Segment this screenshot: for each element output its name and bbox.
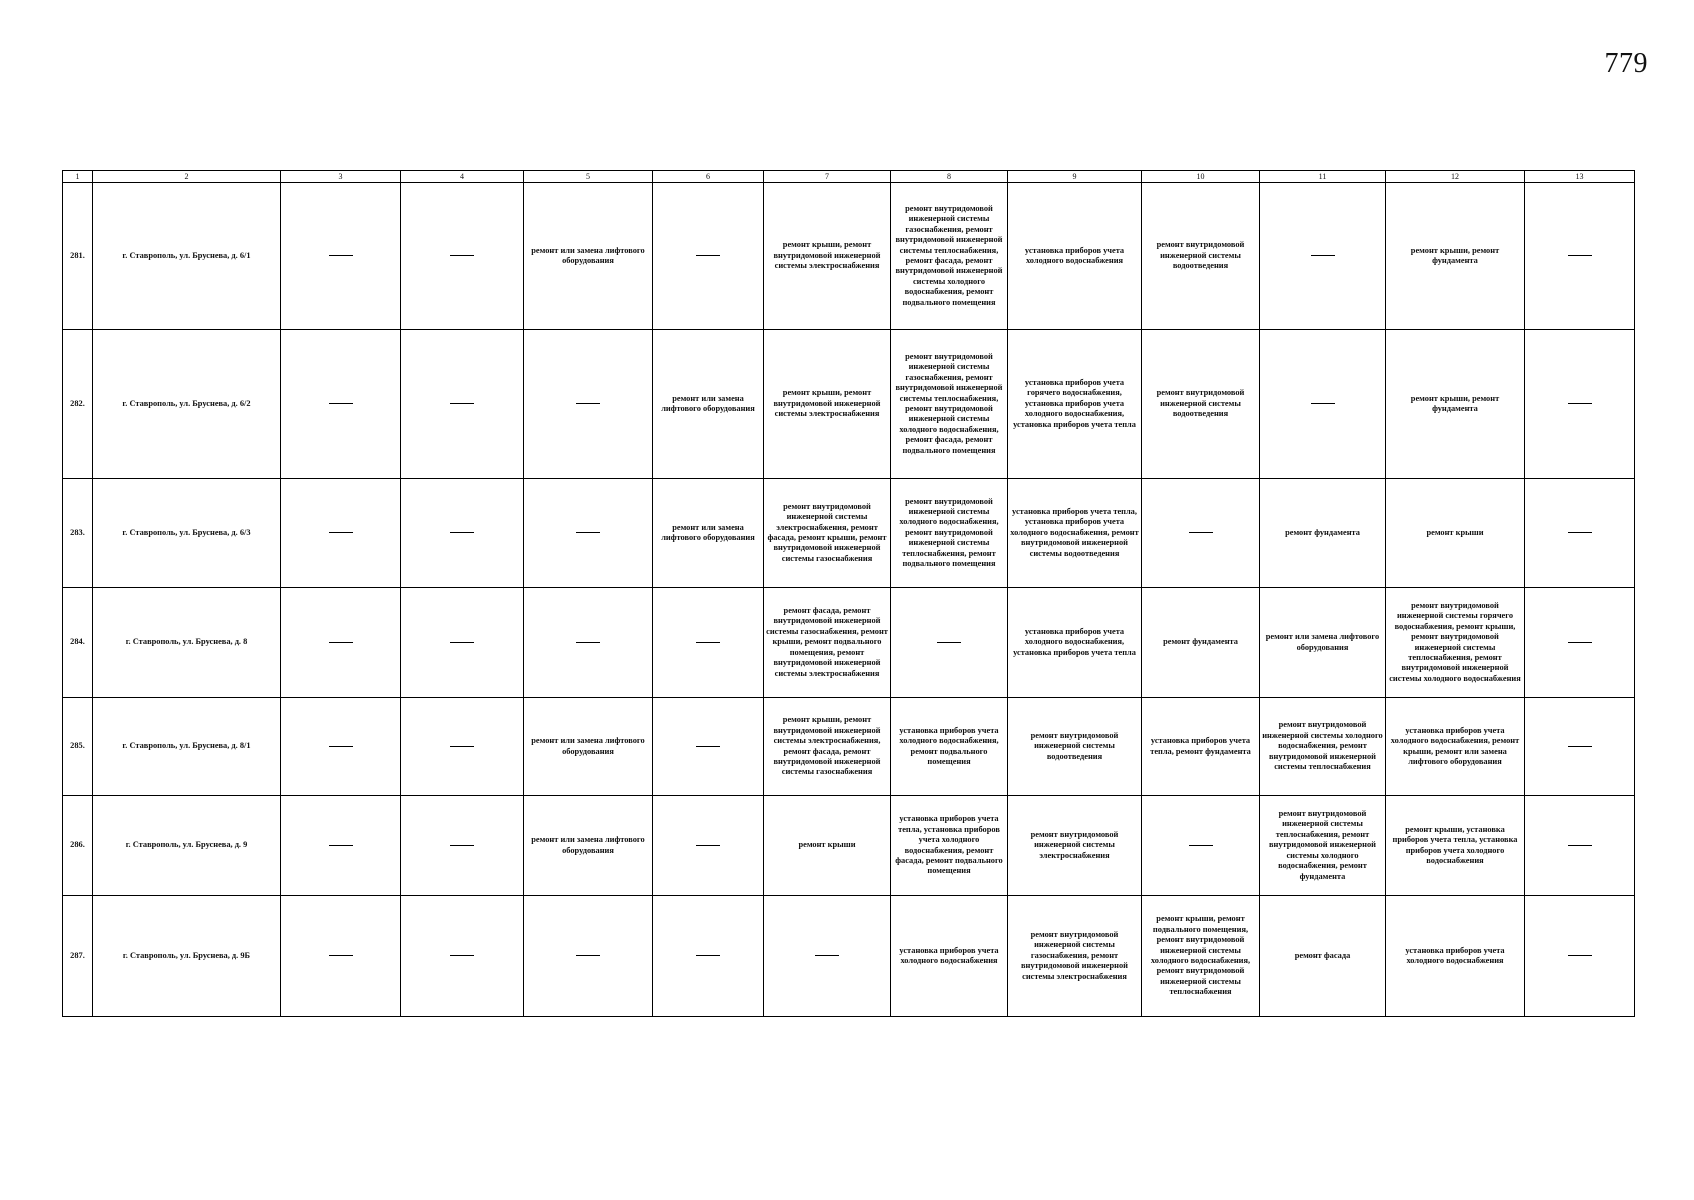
work-cell-col-10: ремонт внутридомовой инженерной системы водоотведения: [1142, 330, 1260, 479]
col-header-7: 7: [764, 171, 891, 183]
work-cell-col-6: [653, 796, 764, 896]
work-cell-col-4: [401, 796, 524, 896]
table-row: [63, 479, 1635, 588]
work-cell-col-3: [281, 330, 401, 479]
work-cell-col-11: [1260, 183, 1386, 330]
work-cell-col-8: установка приборов учета холодного водоснабжения: [891, 896, 1008, 1017]
work-cell-col-5: ремонт или замена лифтового оборудования: [524, 796, 653, 896]
empty-dash-mark: [1189, 532, 1213, 533]
col-header-9: 9: [1008, 171, 1142, 183]
col-header-10: 10: [1142, 171, 1260, 183]
empty-dash-mark: [329, 642, 353, 643]
empty-dash-mark: [1311, 255, 1335, 256]
empty-dash-mark: [450, 403, 474, 404]
empty-dash-mark: [576, 532, 600, 533]
work-cell-col-9: установка приборов учета тепла, установка приборов учета холодного водоснабжения, ремонт внутридомовой инженерной системы водоотведения: [1008, 479, 1142, 588]
work-cell-col-11: ремонт или замена лифтового оборудования: [1260, 588, 1386, 698]
empty-dash-mark: [696, 845, 720, 846]
empty-dash-mark: [576, 955, 600, 956]
work-cell-col-13: [1525, 796, 1635, 896]
work-cell-col-5: [524, 896, 653, 1017]
table-row: [63, 698, 1635, 796]
address-cell: г. Ставрополь, ул. Бруснева, д. 6/3: [93, 479, 281, 588]
work-cell-col-12: ремонт внутридомовой инженерной системы горячего водоснабжения, ремонт крыши, ремонт внутридомовой инженерной системы теплоснабжения, ремонт внутридомовой инженерной системы холодного водоснабжения: [1386, 588, 1525, 698]
col-header-13: 13: [1525, 171, 1635, 183]
empty-dash-mark: [1568, 642, 1592, 643]
work-cell-col-6: [653, 896, 764, 1017]
empty-dash-mark: [329, 532, 353, 533]
work-cell-col-12: ремонт крыши, ремонт фундамента: [1386, 183, 1525, 330]
work-cell-col-7: ремонт крыши: [764, 796, 891, 896]
empty-dash-mark: [329, 255, 353, 256]
work-cell-col-6: [653, 698, 764, 796]
work-cell-col-13: [1525, 588, 1635, 698]
empty-dash-mark: [450, 532, 474, 533]
work-cell-col-5: [524, 479, 653, 588]
col-header-11: 11: [1260, 171, 1386, 183]
empty-dash-mark: [576, 403, 600, 404]
work-cell-col-4: [401, 183, 524, 330]
empty-dash-mark: [1568, 955, 1592, 956]
address-cell: г. Ставрополь, ул. Бруснева, д. 9Б: [93, 896, 281, 1017]
work-cell-col-6: [653, 183, 764, 330]
col-header-6: 6: [653, 171, 764, 183]
work-cell-col-12: установка приборов учета холодного водоснабжения, ремонт крыши, ремонт или замена лифтового оборудования: [1386, 698, 1525, 796]
address-cell: г. Ставрополь, ул. Бруснева, д. 9: [93, 796, 281, 896]
work-cell-col-3: [281, 588, 401, 698]
work-cell-col-5: [524, 330, 653, 479]
work-cell-col-12: ремонт крыши: [1386, 479, 1525, 588]
empty-dash-mark: [329, 845, 353, 846]
work-cell-col-4: [401, 698, 524, 796]
capital-repair-schedule-table: [62, 170, 1635, 1017]
row-number-cell: 282.: [63, 330, 93, 479]
work-cell-col-3: [281, 698, 401, 796]
work-cell-col-4: [401, 896, 524, 1017]
work-cell-col-6: ремонт или замена лифтового оборудования: [653, 479, 764, 588]
address-cell: г. Ставрополь, ул. Бруснева, д. 6/1: [93, 183, 281, 330]
empty-dash-mark: [450, 955, 474, 956]
column-number-header-row: [63, 171, 1635, 183]
col-header-8: 8: [891, 171, 1008, 183]
empty-dash-mark: [576, 642, 600, 643]
row-number-cell: 287.: [63, 896, 93, 1017]
work-cell-col-6: [653, 588, 764, 698]
work-cell-col-3: [281, 796, 401, 896]
empty-dash-mark: [696, 642, 720, 643]
work-cell-col-8: установка приборов учета тепла, установка приборов учета холодного водоснабжения, ремонт фасада, ремонт подвального помещения: [891, 796, 1008, 896]
work-cell-col-4: [401, 588, 524, 698]
row-number-cell: 284.: [63, 588, 93, 698]
work-cell-col-4: [401, 479, 524, 588]
work-cell-col-3: [281, 183, 401, 330]
work-cell-col-7: ремонт фасада, ремонт внутридомовой инженерной системы газоснабжения, ремонт крыши, ремонт подвального помещения, ремонт внутридомовой инженерной системы электроснабжения: [764, 588, 891, 698]
work-cell-col-11: ремонт фундамента: [1260, 479, 1386, 588]
work-cell-col-6: ремонт или замена лифтового оборудования: [653, 330, 764, 479]
work-cell-col-9: ремонт внутридомовой инженерной системы водоотведения: [1008, 698, 1142, 796]
table-row: [63, 330, 1635, 479]
work-cell-col-11: ремонт внутридомовой инженерной системы теплоснабжения, ремонт внутридомовой инженерной системы холодного водоснабжения, ремонт фундамента: [1260, 796, 1386, 896]
work-cell-col-12: ремонт крыши, установка приборов учета тепла, установка приборов учета холодного водоснабжения: [1386, 796, 1525, 896]
empty-dash-mark: [696, 255, 720, 256]
work-cell-col-13: [1525, 479, 1635, 588]
work-cell-col-3: [281, 479, 401, 588]
work-cell-col-8: ремонт внутридомовой инженерной системы газоснабжения, ремонт внутридомовой инженерной системы теплоснабжения, ремонт фасада, ремонт внутридомовой инженерной системы холодного водоснабжения, ремонт подвального помещения: [891, 183, 1008, 330]
row-number-cell: 281.: [63, 183, 93, 330]
col-header-1: 1: [63, 171, 93, 183]
col-header-4: 4: [401, 171, 524, 183]
work-cell-col-11: ремонт внутридомовой инженерной системы холодного водоснабжения, ремонт внутридомовой инженерной системы теплоснабжения: [1260, 698, 1386, 796]
table-body: [63, 183, 1635, 1017]
empty-dash-mark: [1568, 532, 1592, 533]
work-cell-col-10: [1142, 796, 1260, 896]
empty-dash-mark: [329, 403, 353, 404]
work-cell-col-10: ремонт внутридомовой инженерной системы водоотведения: [1142, 183, 1260, 330]
empty-dash-mark: [329, 955, 353, 956]
work-cell-col-10: ремонт крыши, ремонт подвального помещения, ремонт внутридомовой инженерной системы холодного водоснабжения, ремонт внутридомовой инженерной системы теплоснабжения: [1142, 896, 1260, 1017]
col-header-2: 2: [93, 171, 281, 183]
work-cell-col-10: ремонт фундамента: [1142, 588, 1260, 698]
empty-dash-mark: [1568, 255, 1592, 256]
row-number-cell: 285.: [63, 698, 93, 796]
work-cell-col-5: ремонт или замена лифтового оборудования: [524, 698, 653, 796]
address-cell: г. Ставрополь, ул. Бруснева, д. 8/1: [93, 698, 281, 796]
work-cell-col-7: ремонт крыши, ремонт внутридомовой инженерной системы электроснабжения: [764, 330, 891, 479]
empty-dash-mark: [450, 746, 474, 747]
address-cell: г. Ставрополь, ул. Бруснева, д. 8: [93, 588, 281, 698]
work-cell-col-12: установка приборов учета холодного водоснабжения: [1386, 896, 1525, 1017]
col-header-5: 5: [524, 171, 653, 183]
work-cell-col-13: [1525, 330, 1635, 479]
work-cell-col-8: ремонт внутридомовой инженерной системы газоснабжения, ремонт внутридомовой инженерной системы теплоснабжения, ремонт внутридомовой инженерной системы холодного водоснабжения, ремонт фасада, ремонт подвального помещения: [891, 330, 1008, 479]
work-cell-col-10: установка приборов учета тепла, ремонт фундамента: [1142, 698, 1260, 796]
row-number-cell: 283.: [63, 479, 93, 588]
work-cell-col-10: [1142, 479, 1260, 588]
work-cell-col-12: ремонт крыши, ремонт фундамента: [1386, 330, 1525, 479]
empty-dash-mark: [1189, 845, 1213, 846]
row-number-cell: 286.: [63, 796, 93, 896]
empty-dash-mark: [1311, 403, 1335, 404]
empty-dash-mark: [696, 746, 720, 747]
work-cell-col-8: [891, 588, 1008, 698]
empty-dash-mark: [1568, 403, 1592, 404]
work-cell-col-8: ремонт внутридомовой инженерной системы холодного водоснабжения, ремонт внутридомовой инженерной системы теплоснабжения, ремонт подвального помещения: [891, 479, 1008, 588]
empty-dash-mark: [937, 642, 961, 643]
work-cell-col-9: установка приборов учета горячего водоснабжения, установка приборов учета холодного водоснабжения, установка приборов учета тепла: [1008, 330, 1142, 479]
col-header-3: 3: [281, 171, 401, 183]
work-cell-col-9: ремонт внутридомовой инженерной системы электроснабжения: [1008, 796, 1142, 896]
work-cell-col-11: ремонт фасада: [1260, 896, 1386, 1017]
work-cell-col-4: [401, 330, 524, 479]
empty-dash-mark: [450, 845, 474, 846]
empty-dash-mark: [815, 955, 839, 956]
work-cell-col-13: [1525, 183, 1635, 330]
empty-dash-mark: [1568, 845, 1592, 846]
work-cell-col-7: ремонт крыши, ремонт внутридомовой инженерной системы электроснабжения, ремонт фасада, ремонт внутридомовой инженерной системы газоснабжения: [764, 698, 891, 796]
work-cell-col-11: [1260, 330, 1386, 479]
work-cell-col-9: ремонт внутридомовой инженерной системы газоснабжения, ремонт внутридомовой инженерной системы электроснабжения: [1008, 896, 1142, 1017]
work-cell-col-7: ремонт внутридомовой инженерной системы электроснабжения, ремонт фасада, ремонт крыши, ремонт внутридомовой инженерной системы газоснабжения: [764, 479, 891, 588]
empty-dash-mark: [450, 255, 474, 256]
work-cell-col-5: [524, 588, 653, 698]
page-number: 779: [1604, 48, 1648, 79]
work-cell-col-13: [1525, 896, 1635, 1017]
work-cell-col-13: [1525, 698, 1635, 796]
empty-dash-mark: [696, 955, 720, 956]
col-header-12: 12: [1386, 171, 1525, 183]
table-row: [63, 183, 1635, 330]
table-row: [63, 896, 1635, 1017]
address-cell: г. Ставрополь, ул. Бруснева, д. 6/2: [93, 330, 281, 479]
work-cell-col-9: установка приборов учета холодного водоснабжения, установка приборов учета тепла: [1008, 588, 1142, 698]
empty-dash-mark: [329, 746, 353, 747]
empty-dash-mark: [1568, 746, 1592, 747]
work-cell-col-5: ремонт или замена лифтового оборудования: [524, 183, 653, 330]
work-cell-col-3: [281, 896, 401, 1017]
table-row: [63, 588, 1635, 698]
work-cell-col-8: установка приборов учета холодного водоснабжения, ремонт подвального помещения: [891, 698, 1008, 796]
empty-dash-mark: [450, 642, 474, 643]
work-cell-col-7: ремонт крыши, ремонт внутридомовой инженерной системы электроснабжения: [764, 183, 891, 330]
work-cell-col-9: установка приборов учета холодного водоснабжения: [1008, 183, 1142, 330]
work-cell-col-7: [764, 896, 891, 1017]
table-row: [63, 796, 1635, 896]
